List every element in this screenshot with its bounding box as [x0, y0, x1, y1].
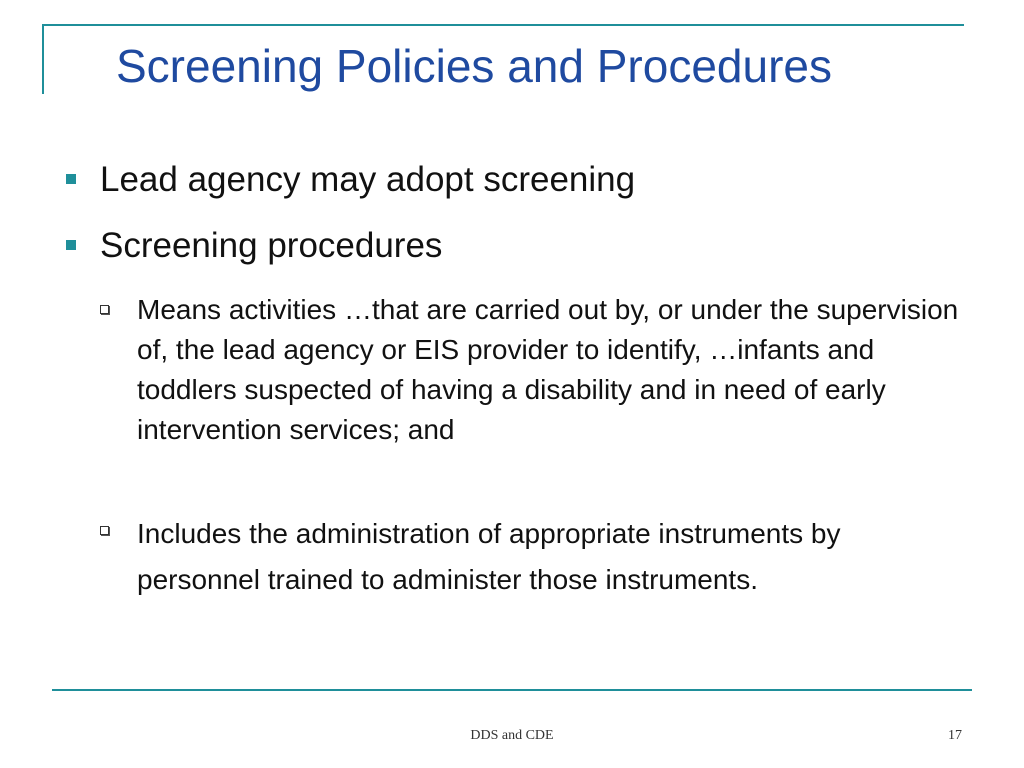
- filled-square-bullet-icon: [66, 174, 76, 184]
- bullet-text: Screening procedures: [100, 226, 443, 265]
- hollow-square-bullet-icon: [100, 305, 109, 314]
- title-frame-left-line: [42, 24, 44, 94]
- slide-title: Screening Policies and Procedures: [116, 40, 832, 92]
- footer-divider: [52, 689, 972, 691]
- subbullet-text: Includes the administration of appropriate instruments by personnel trained to administer those instruments.: [137, 518, 841, 595]
- title-frame-top-line: [42, 24, 964, 26]
- hollow-square-bullet-icon: [100, 526, 109, 535]
- filled-square-bullet-icon: [66, 240, 76, 250]
- slide-number: 17: [948, 728, 962, 743]
- bullet-text: Lead agency may adopt screening: [100, 160, 636, 199]
- subbullet-text: Means activities …that are carried out by, or under the supervision of, the lead agency or EIS provider to identify, …infants and toddlers suspected of having a disability and in need of early intervention services; and: [137, 294, 959, 445]
- footer-text: DDS and CDE: [470, 728, 554, 743]
